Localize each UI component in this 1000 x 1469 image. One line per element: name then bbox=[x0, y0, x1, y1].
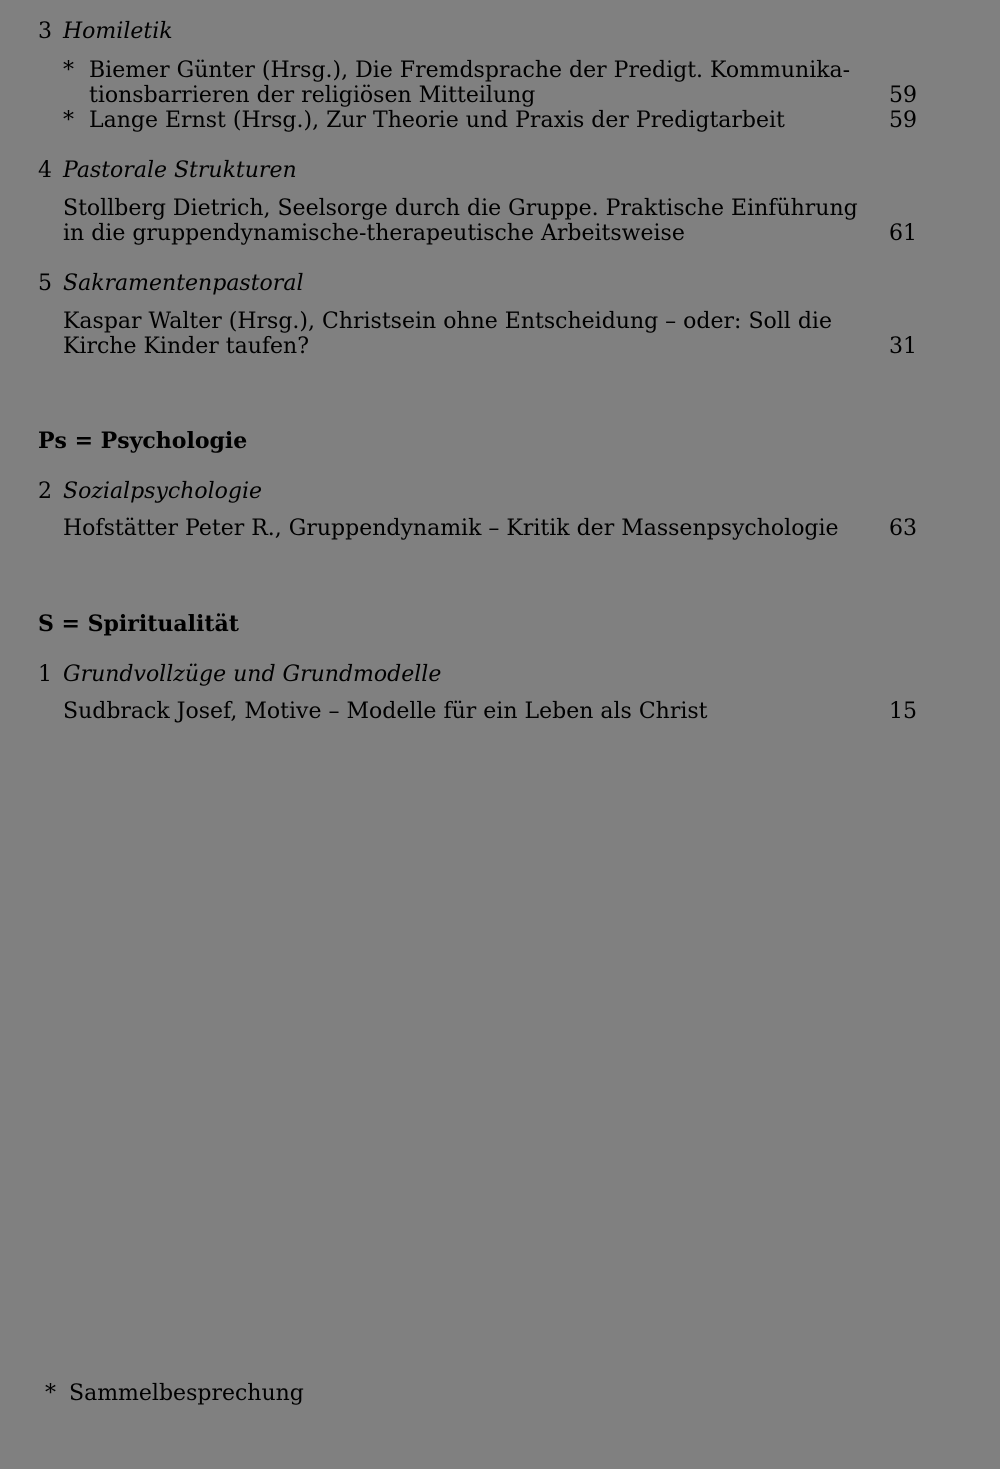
entry-line: Lange Ernst (Hrsg.), Zur Theorie und Praxis der Predigtarbeit bbox=[89, 108, 785, 133]
section-number: 2 bbox=[38, 479, 52, 504]
entry-line: Stollberg Dietrich, Seelsorge durch die Gruppe. Praktische Einführung bbox=[63, 196, 858, 221]
category-heading: S = Spiritualität bbox=[38, 611, 239, 637]
section-number: 4 bbox=[38, 158, 52, 183]
page-number: 59 bbox=[889, 83, 917, 108]
page-number: 63 bbox=[889, 516, 917, 541]
category-heading: Ps = Psychologie bbox=[38, 428, 248, 454]
page-number: 31 bbox=[889, 334, 917, 359]
section-number: 1 bbox=[38, 662, 52, 687]
entry-line: Kirche Kinder taufen? bbox=[63, 334, 309, 359]
section-title: Sozialpsychologie bbox=[63, 479, 263, 504]
entry-line: Sudbrack Josef, Motive – Modelle für ein Leben als Christ bbox=[63, 699, 708, 724]
collective-review-marker: * bbox=[63, 108, 74, 133]
entry-line: Biemer Günter (Hrsg.), Die Fremdsprache der Predigt. Kommunika- bbox=[89, 58, 851, 83]
page-number: 61 bbox=[889, 221, 917, 246]
section-number: 5 bbox=[38, 271, 52, 296]
section-title: Homiletik bbox=[63, 19, 173, 44]
page-number: 59 bbox=[889, 108, 917, 133]
section-title: Grundvollzüge und Grundmodelle bbox=[63, 662, 442, 687]
collective-review-marker: * bbox=[63, 58, 74, 83]
footnote-text: Sammelbesprechung bbox=[69, 1381, 304, 1406]
footnote-marker: * bbox=[45, 1381, 56, 1406]
section-title: Pastorale Strukturen bbox=[63, 158, 297, 183]
entry-line: Kaspar Walter (Hrsg.), Christsein ohne Entscheidung – oder: Soll die bbox=[63, 309, 832, 334]
section-number: 3 bbox=[38, 19, 52, 44]
entry-line: in die gruppendynamische-therapeutische Arbeitsweise bbox=[63, 221, 685, 246]
section-title: Sakramentenpastoral bbox=[63, 271, 304, 296]
entry-line: Hofstätter Peter R., Gruppendynamik – Kritik der Massenpsychologie bbox=[63, 516, 839, 541]
entry-line: tionsbarrieren der religiösen Mitteilung bbox=[89, 83, 536, 108]
page-number: 15 bbox=[889, 699, 917, 724]
